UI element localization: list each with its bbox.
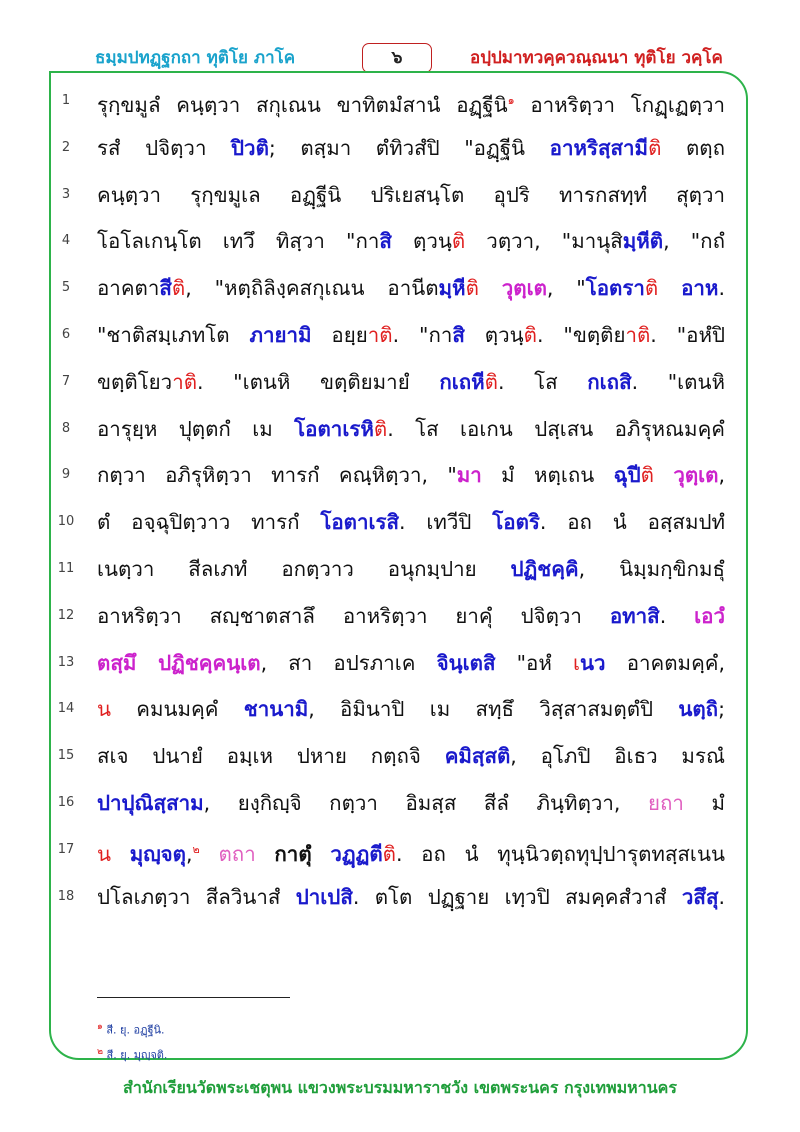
line-text xyxy=(97,694,725,724)
text-segment: . "ขตฺติย xyxy=(536,323,626,347)
highlighted-word: วุตฺเต xyxy=(501,276,547,301)
highlighted-word: สิ xyxy=(452,323,465,347)
text-line xyxy=(0,317,800,357)
text-segment: . xyxy=(659,603,695,628)
highlighted-word: กเถหี xyxy=(439,369,485,394)
text-segment: . "กา xyxy=(392,323,453,347)
line-number: 3 xyxy=(61,186,71,202)
text-segment: คนฺตฺวา รุกฺขมูเล อฏฺฐีนิ ปริเยสนฺโต อุปริ ทารกสทฺทํ สุตฺวา xyxy=(97,182,725,207)
highlighted-word: โอตาเรหิ xyxy=(294,416,374,441)
line-text xyxy=(97,835,725,869)
line-text xyxy=(97,86,725,120)
highlighted-word: ติ xyxy=(171,276,186,301)
text-line xyxy=(0,598,800,638)
footnote-1: $^๑$ สี. ยุ. อฏฺฐีนิ. xyxy=(97,1021,165,1037)
text-segment: . xyxy=(718,884,725,909)
highlighted-word: าติ xyxy=(172,369,198,394)
highlighted-word: ติ xyxy=(373,416,388,441)
text-line xyxy=(0,411,800,451)
line-text xyxy=(97,367,725,397)
highlighted-word: คมิสฺสติ xyxy=(444,744,511,769)
highlighted-word: จินฺเตสิ xyxy=(436,650,496,675)
text-line xyxy=(0,223,800,263)
text-segment: . อถ นํ ทุนฺนิวตฺถทุปฺปารุตทสฺสเนน xyxy=(396,841,725,866)
highlighted-word: อาห xyxy=(681,276,719,301)
text-segment: ตฺวนฺ xyxy=(464,323,524,347)
text-line xyxy=(0,645,800,685)
text-segment: "อหํ xyxy=(495,650,574,675)
line-text xyxy=(97,320,725,350)
line-number: 12 xyxy=(57,607,75,623)
text-segment: , xyxy=(718,463,725,488)
highlighted-word: ชานามิ xyxy=(243,697,309,722)
text-segment: อาหริตฺวา โกฏฺเฏตฺวา xyxy=(514,92,725,117)
text-line xyxy=(0,738,800,778)
text-line xyxy=(0,130,800,170)
text-segment: , อุโภปิ อิเธว มรณํ xyxy=(510,744,725,769)
text-segment: ปโลเภตฺวา สีลวินาสํ xyxy=(97,884,296,909)
text-segment xyxy=(479,276,502,300)
line-number: 13 xyxy=(57,654,75,670)
line-number: 14 xyxy=(57,701,75,717)
book-title: ธมฺมปทฏฺฐกถา ทุติโย ภาโค xyxy=(95,48,296,68)
highlighted-word: สี xyxy=(159,276,172,301)
text-segment xyxy=(654,463,673,487)
text-segment: . "เตนหิ xyxy=(631,369,725,394)
highlighted-word: ติ xyxy=(465,276,479,301)
highlighted-word: ติ xyxy=(484,369,498,394)
highlighted-word: โอตาเรสิ xyxy=(320,510,400,535)
highlighted-word: โอตริ xyxy=(492,510,540,535)
highlighted-word: เ xyxy=(573,650,581,675)
highlighted-word: กาตุํ xyxy=(274,841,312,866)
highlighted-word: โอตรา xyxy=(585,276,645,301)
text-segment: , อิมินาปิ เม สทฺธึ วิสฺสาสมตฺตํปิ xyxy=(308,697,679,722)
text-line xyxy=(0,177,800,217)
highlighted-word: อทาสิ xyxy=(609,603,660,628)
highlighted-word: นว xyxy=(580,650,606,675)
line-number: 15 xyxy=(57,748,75,764)
line-text xyxy=(97,554,725,584)
line-text xyxy=(97,414,725,444)
text-segment: ขตฺติโยว xyxy=(97,369,173,394)
text-line xyxy=(0,551,800,591)
highlighted-word: ปฏิชคฺคิ xyxy=(510,557,579,581)
line-text xyxy=(97,741,725,771)
highlighted-word: อาหริสฺสามี xyxy=(549,135,649,160)
text-segment: ตตฺถ xyxy=(661,135,726,160)
text-segment: , นิมฺมกฺขิกมธุํ xyxy=(578,557,726,581)
highlighted-word: าติ xyxy=(625,323,651,347)
text-segment: ตฺวนฺ xyxy=(391,229,452,254)
highlighted-word: ติ xyxy=(640,463,654,488)
text-line xyxy=(0,691,800,731)
line-number: 18 xyxy=(57,888,75,904)
text-segment: , ยงฺกิญฺจิ กตฺวา อิมสฺส สีลํ ภินฺทิตฺวา, xyxy=(203,791,648,815)
highlighted-word: น xyxy=(97,841,112,866)
text-segment: รสํ ปจิตฺวา xyxy=(97,135,232,160)
text-line xyxy=(0,457,800,497)
line-text xyxy=(97,226,725,256)
text-segment: , xyxy=(186,841,193,866)
text-segment: . เทวีปิ xyxy=(399,510,493,535)
text-segment xyxy=(111,842,130,866)
highlighted-word: กเถสิ xyxy=(587,369,632,394)
line-number: 7 xyxy=(61,373,71,389)
highlighted-word: ติ xyxy=(382,841,396,866)
footnote-rule xyxy=(97,997,290,998)
line-text xyxy=(97,507,725,537)
line-number: 6 xyxy=(61,327,71,342)
highlighted-word: นตฺถิ xyxy=(678,697,719,722)
text-segment: มํ หตฺเถน xyxy=(481,463,614,488)
line-text xyxy=(97,601,725,631)
line-number: 9 xyxy=(61,467,71,483)
text-segment xyxy=(658,276,681,300)
highlighted-word: เอวํ xyxy=(694,603,725,628)
text-segment: ตํ อจฺฉุปิตฺวาว ทารกํ xyxy=(97,510,321,535)
highlighted-word: มฺหี xyxy=(438,276,466,301)
highlighted-word: สิ xyxy=(379,229,392,254)
line-text xyxy=(97,133,725,163)
highlighted-word: ตถา xyxy=(218,841,256,866)
text-segment xyxy=(312,842,331,866)
section-title: อปฺปมาทวคฺควณฺณนา ทุติโย วคฺโค xyxy=(470,48,723,68)
text-segment: . อถ นํ อสฺสมปทํ xyxy=(539,510,725,535)
text-line xyxy=(0,364,800,404)
text-line xyxy=(0,879,800,919)
text-segment: กตฺวา อภิรุหิตฺวา ทารกํ คณฺหิตฺวา, " xyxy=(97,463,457,488)
line-number: 16 xyxy=(57,795,75,810)
highlighted-word: วฏฺฏตี xyxy=(330,841,383,866)
line-text xyxy=(97,882,725,912)
line-text xyxy=(97,460,725,490)
page-number: ๖ xyxy=(362,43,432,73)
line-text xyxy=(97,648,725,678)
text-segment: อาคตมคฺคํ, xyxy=(605,650,726,675)
text-segment: , สา อปรภาเค xyxy=(260,650,437,675)
highlighted-word: ติ xyxy=(644,276,659,301)
text-line xyxy=(0,83,800,123)
text-segment: อาคตา xyxy=(97,276,160,301)
text-segment: โอโลเกนฺโต เทวึ ทิสฺวา "กา xyxy=(97,229,380,254)
line-number: 5 xyxy=(61,280,71,296)
highlighted-word: วสึสุ xyxy=(681,884,719,909)
text-segment: . xyxy=(718,276,725,301)
text-segment: อยฺย xyxy=(311,323,368,347)
line-text xyxy=(97,273,725,303)
text-segment: . "เตนหิ ขตฺติยมายํ xyxy=(197,369,440,394)
line-number: 17 xyxy=(57,841,75,857)
highlighted-word: วุตฺเต xyxy=(673,463,719,488)
line-number: 4 xyxy=(61,233,71,249)
text-segment xyxy=(200,842,219,866)
highlighted-word: ภายามิ xyxy=(249,323,312,347)
text-segment: อารุยฺห ปุตฺตกํ เม xyxy=(97,416,295,441)
highlighted-word: ปิวติ xyxy=(231,135,269,160)
footnote-marker: ๒ xyxy=(192,842,200,856)
line-number: 10 xyxy=(57,514,75,530)
text-segment: สเจ ปนายํ อมฺเห ปหาย กตฺถจิ xyxy=(97,744,445,769)
text-segment: "ชาติสมฺเภทโต xyxy=(97,323,250,347)
text-segment: เนตฺวา สีลเภทํ อกตฺวาว อนุกมฺปาย xyxy=(97,557,511,581)
text-segment: . "อหํปิ xyxy=(650,323,725,347)
highlighted-word: ยถา xyxy=(647,791,684,815)
highlighted-word: มุญฺจตุ xyxy=(129,841,186,866)
text-segment: . โส เอเกน ปสฺเสน อภิรุหณมคฺคํ xyxy=(387,416,725,441)
line-number: 11 xyxy=(57,561,75,576)
text-segment: ; xyxy=(718,697,726,722)
line-number: 2 xyxy=(61,139,71,155)
highlighted-word: ติ xyxy=(648,135,662,160)
highlighted-word: น xyxy=(97,697,112,722)
highlighted-word: ปาเปสิ xyxy=(295,884,353,909)
line-number: 8 xyxy=(61,420,71,436)
line-number: 1 xyxy=(61,93,71,108)
highlighted-word: มฺหีติ xyxy=(622,229,664,254)
footer-institution: สำนักเรียนวัดพระเชตุพน แขวงพระบรมมหาราชวัง เขตพระนคร กรุงเทพมหานคร xyxy=(123,1078,677,1097)
highlighted-word: มา xyxy=(456,463,482,488)
highlighted-word: ฉุปี xyxy=(613,463,641,488)
footnote-2: $^๒$ สี. ยุ. มุญฺจติ. xyxy=(97,1046,168,1062)
text-segment: คมนมคฺคํ xyxy=(111,697,244,722)
highlighted-word: ปาปุณิสฺสาม xyxy=(97,791,204,815)
text-segment: มํ xyxy=(683,791,725,815)
line-text xyxy=(97,180,725,210)
highlighted-word: าติ xyxy=(367,323,393,347)
text-segment: วตฺวา, "มานุสิ xyxy=(465,229,623,254)
text-segment: รุกฺขมูลํ คนฺตฺวา สกุเณน ขาทิตมํสานํ อฏฺฐีนิ xyxy=(97,92,508,117)
text-line xyxy=(0,785,800,825)
text-segment: , "กถํ xyxy=(663,229,725,254)
text-line xyxy=(0,270,800,310)
text-segment: , " xyxy=(546,276,586,301)
text-segment: ; ตสฺมา ตํทิวสํปิ "อฏฺฐีนิ xyxy=(268,135,550,160)
highlighted-word: ติ xyxy=(523,323,537,347)
text-segment: . ตโต ปฏฺฐาย เทฺวปิ สมคฺคสํวาสํ xyxy=(352,884,682,909)
highlighted-word: ติ xyxy=(451,229,466,254)
text-segment: อาหริตฺวา สญฺชาตสาลึ อาหริตฺวา ยาคุํ ปจิตฺวา xyxy=(97,603,610,628)
highlighted-word: ตสฺมึ ปฏิชคฺคนฺเต xyxy=(97,650,261,675)
text-segment: , "หตฺถิลิงฺคสกุเณน อานีต xyxy=(185,276,439,301)
text-segment xyxy=(256,842,275,866)
text-line xyxy=(0,504,800,544)
text-segment: . โส xyxy=(498,369,588,394)
line-text xyxy=(97,788,725,818)
footnote-marker: ๑ xyxy=(507,94,515,107)
text-line xyxy=(0,832,800,872)
